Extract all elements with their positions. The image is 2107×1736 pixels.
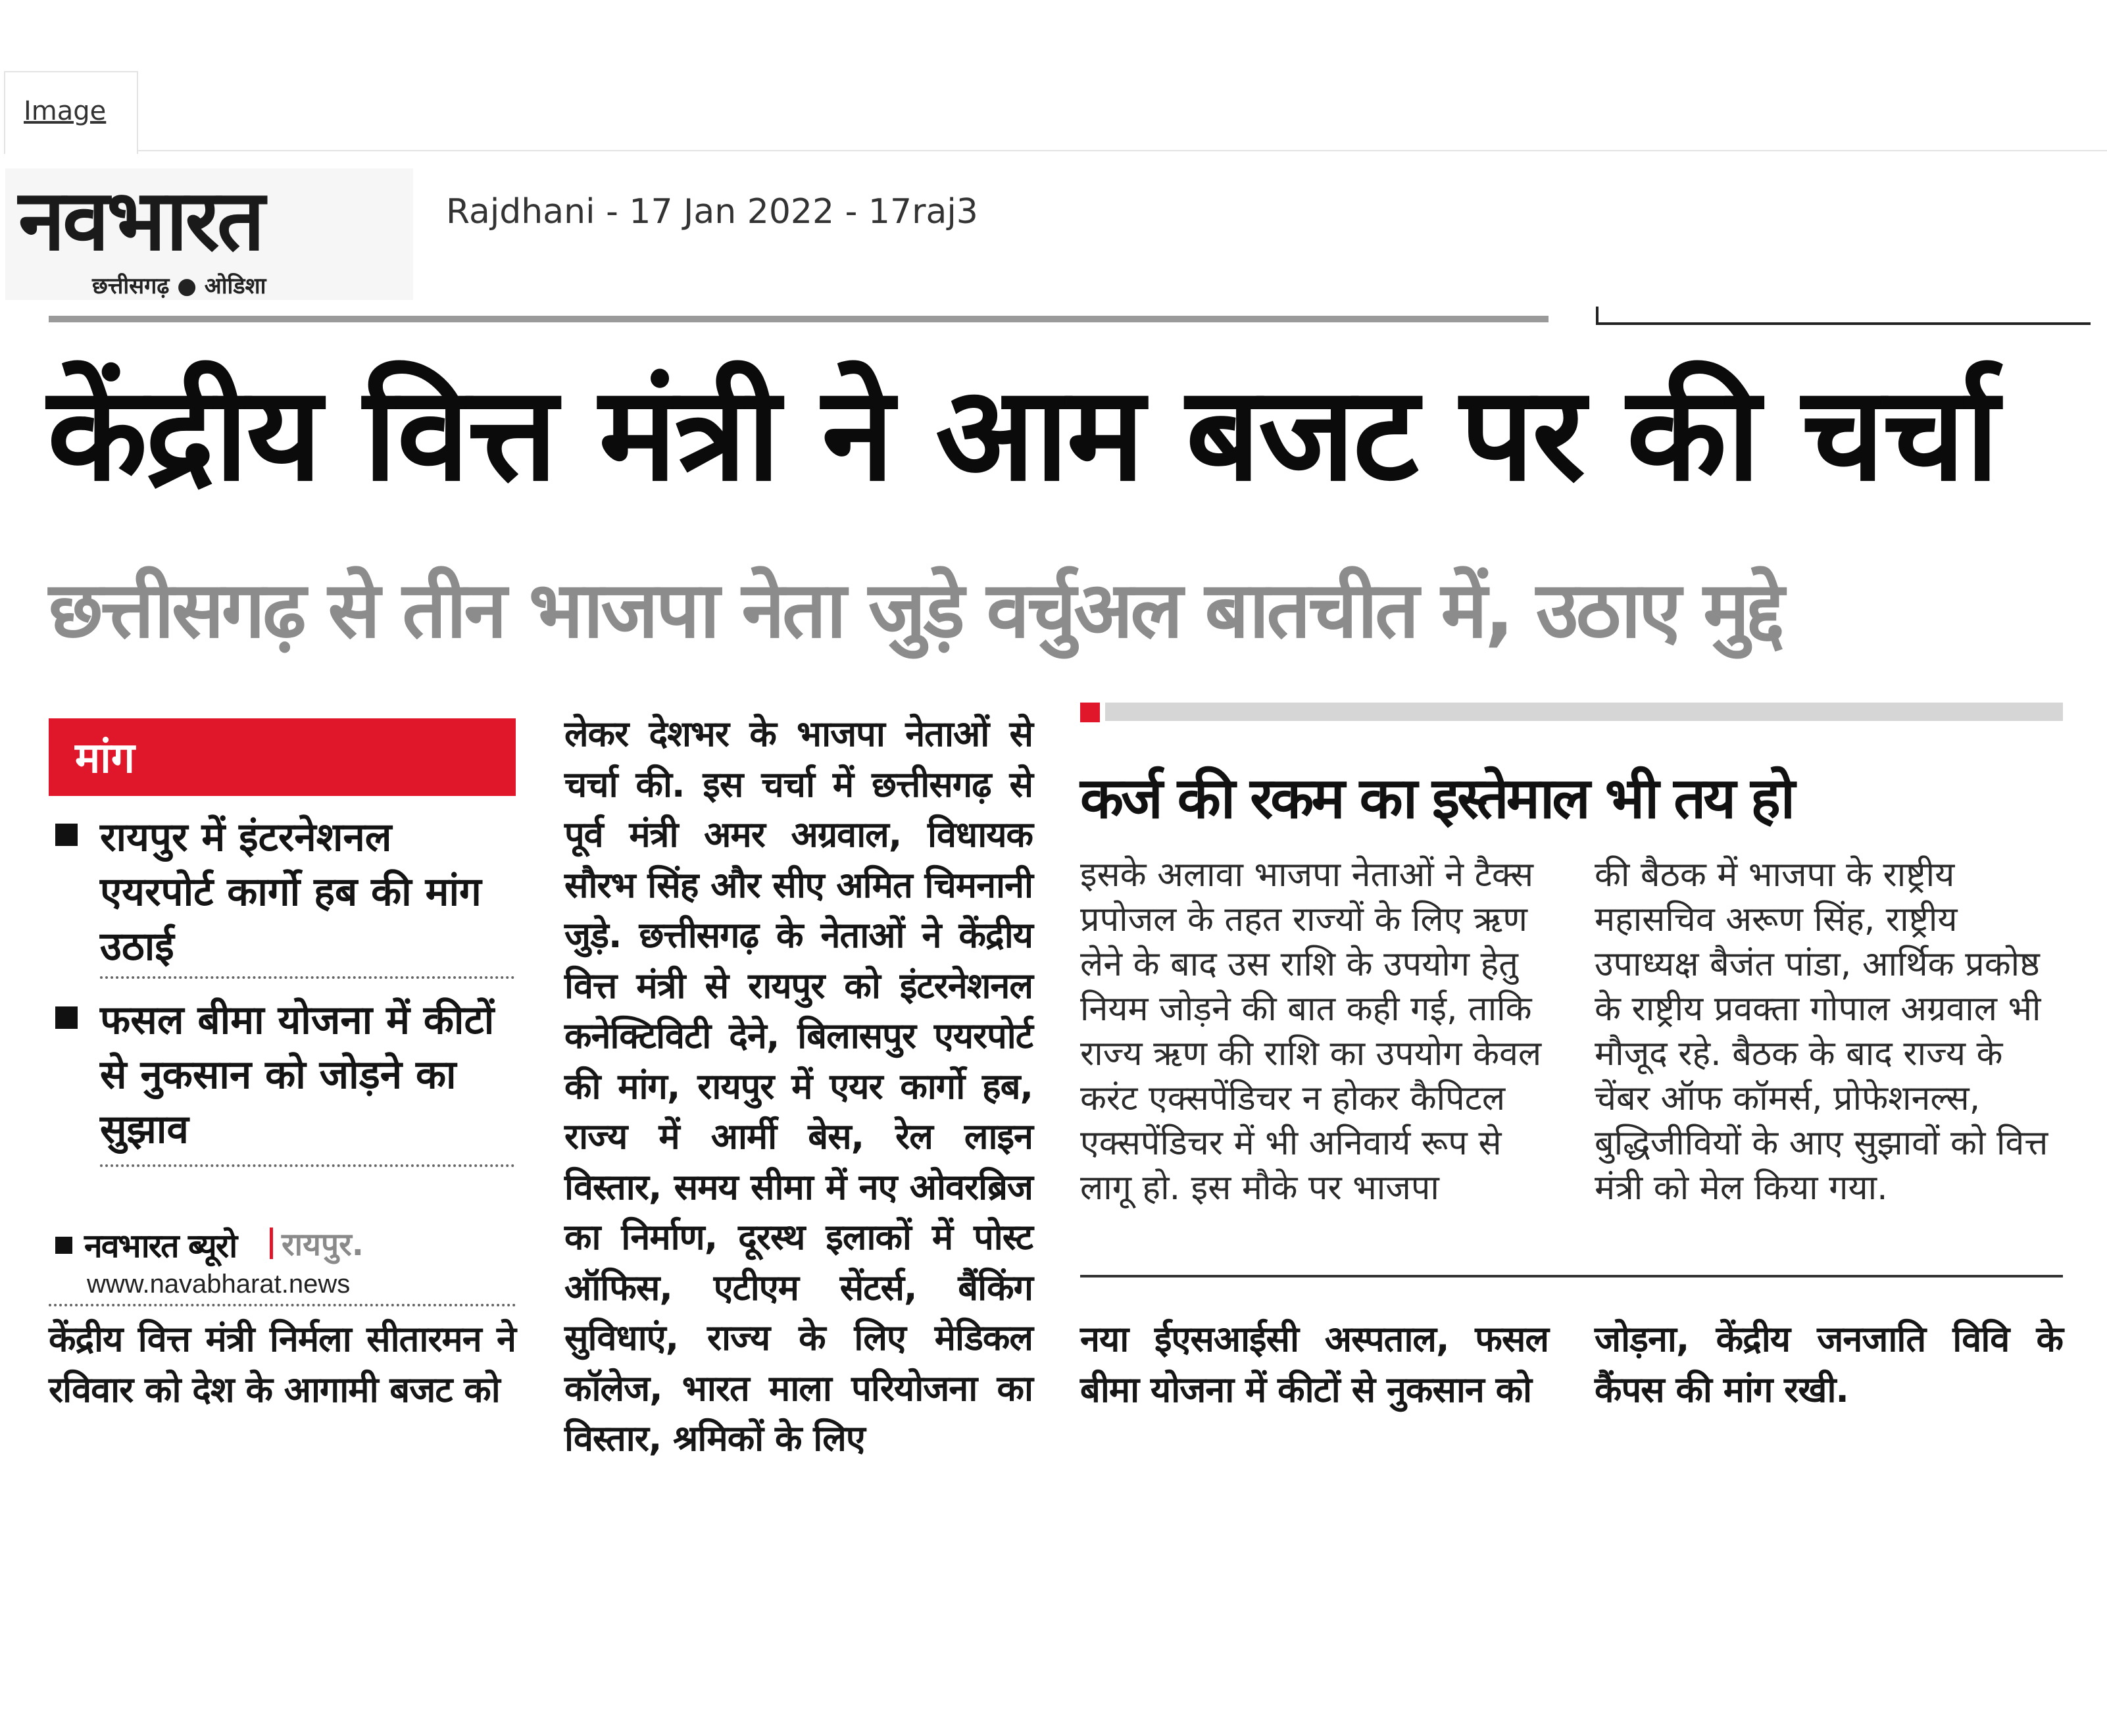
tab-image[interactable] [4,71,138,154]
box-text-col-b: की बैठक में भाजपा के राष्ट्रीय महासचिव अरूण सिंह, राष्ट्रीय उपाध्यक्ष बैजंत पांडा, आर्थिक प्रकोष्ठ के राष्ट्रीय प्रवक्ता गोपाल अग्रवाल भी मौजूद रहे. बैठक के बाद राज्य के चेंबर ऑफ कॉमर्स, प्रोफेशनल्स, बुद्धिजीवियों के आए सुझावों को वित्त मंत्री को मेल किया गया. [1595,855,2048,1208]
tab-image-label[interactable]: Image [24,96,107,126]
byline-separator [270,1228,273,1259]
header-rule [49,316,1549,322]
box-text-col-a: इसके अलावा भाजपा नेताओं ने टैक्स प्रपोजल के तहत राज्यों के लिए ऋण लेने के बाद उस राशि के उपयोग हेतु नियम जोड़ने की बात कही गई, ताकि राज्य ऋण की राशि का उपयोग केवल करंट एक्सपेंडिचर न होकर कैपिटल एक्सपेंडिचर में भी अनिवार्य रूप से लागू हो. इस मौके पर भाजपा [1080,855,1542,1208]
article-text-col1: केंद्रीय वित्त मंत्री निर्मला सीतारमन ने रविवार को देश के आगामी बजट को [49,1318,516,1410]
header-rule-right [1596,322,2091,325]
box-bottom-rule [1080,1275,2063,1277]
article-text-col2: लेकर देशभर के भाजपा नेताओं से चर्चा की. इस चर्चा में छत्तीसगढ़ से पूर्व मंत्री अमर अग्रवाल, विधायक सौरभ सिंह और सीए अमित चिमनानी जुड़े. छत्तीसगढ़ के नेताओं ने केंद्रीय वित्त मंत्री से रायपुर को इंटरनेशनल कनेक्टिविटी देने, बिलासपुर एयरपोर्ट की मांग, रायपुर में एयर कार्गो हब, राज्य में आर्मी बेस, रेल लाइन विस्तार, समय सीमा में नए ओवरब्रिज का निर्माण, दूरस्थ इलाकों में पोस्ट ऑफिस, एटीएम सेंटर्स, बैंकिंग सुविधाएं, राज्य के लिए मेडिकल कॉलेज, भारत माला परियोजना का विस्तार, श्रमिकों के लिए [564,713,1033,1459]
byline-place: रायपुर. [282,1226,364,1263]
divider [100,1164,514,1167]
tab-divider [137,150,2107,151]
demands-label: मांग [75,734,135,783]
divider [100,976,514,979]
demands-box-header [49,718,516,796]
bullet-icon [55,824,78,846]
article-headline: केंद्रीय वित्त मंत्री ने आम बजट पर की चर्चा [47,358,1997,510]
masthead-region: छत्तीसगढ़ ● ओडिशा [92,273,266,299]
byline-bullet-icon [55,1237,72,1254]
box-top-rule [1105,703,2063,721]
demand-item-text: रायपुर में इंटरनेशनल एयरपोर्ट कार्गो हब की मांग उठाई [100,814,482,970]
article-text-col4: जोड़ना, केंद्रीय जनजाति विवि के कैंपस की मांग रखी. [1595,1318,2063,1410]
edition-info: Rajdhani - 17 Jan 2022 - 17raj3 [446,192,978,232]
byline-brand: नवभारत ब्यूरो [84,1226,237,1265]
article-subheadline: छत्तीसगढ़ से तीन भाजपा नेता जुड़े वर्चुअल बातचीत में, उठाए मुद्दे [49,564,1782,655]
article-text-col3: नया ईएसआईसी अस्पताल, फसल बीमा योजना में कीटों से नुकसान को [1080,1318,1549,1410]
byline-website: www.navabharat.news [87,1270,351,1299]
box-heading: कर्ज की रकम का इस्तेमाल भी तय हो [1080,766,1793,831]
box-marker-icon [1080,703,1100,722]
divider [49,1304,516,1306]
bullet-icon [55,1006,78,1029]
viewer-tab-strip [0,0,2107,151]
newspaper-masthead [5,168,413,300]
newspaper-logo: नवभारत [18,171,262,270]
demand-item-text: फसल बीमा योजना में कीटों से नुकसान को जोड़ने का सुझाव [100,997,495,1153]
